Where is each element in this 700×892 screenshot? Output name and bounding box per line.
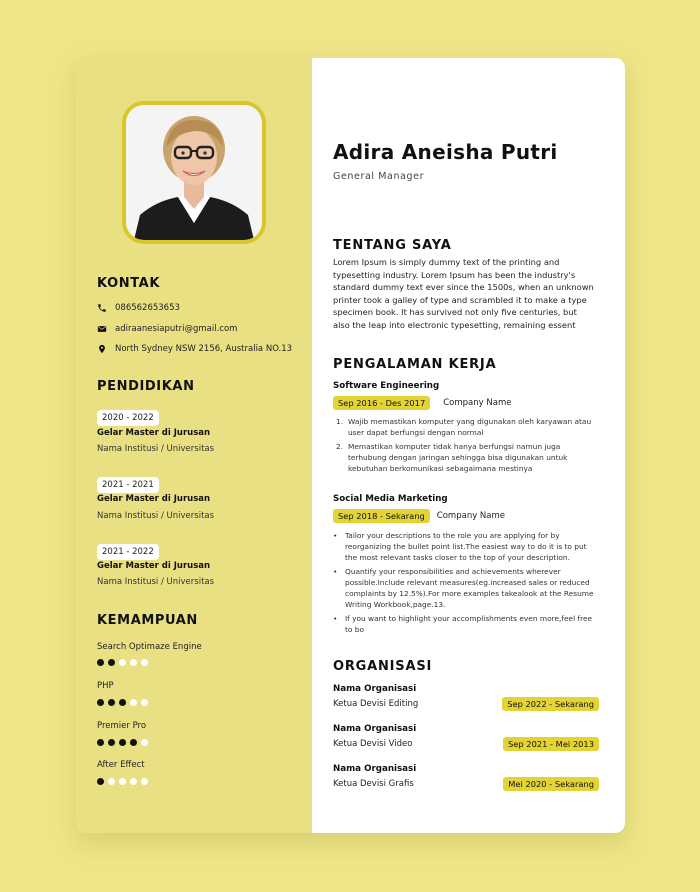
skill-rating — [97, 778, 148, 785]
experience-title: PENGALAMAN KERJA — [333, 357, 497, 372]
envelope-icon — [97, 324, 107, 334]
skills-title: KEMAMPUAN — [97, 613, 198, 628]
organization-name: Nama Organisasi — [333, 764, 417, 774]
job-duties — [333, 530, 598, 638]
phone-text: 086562653653 — [115, 303, 180, 313]
profile-photo — [122, 101, 266, 244]
duty-text: Tailor your descriptions to the role you are applying for by reorganizing the bullet point list.The easiest way to do it is to put the most relevant tasks closer to the top of your description. — [345, 531, 587, 562]
duty-marker: • — [333, 614, 338, 623]
education-years: 2021 - 2021 — [97, 477, 159, 493]
rating-dot — [108, 739, 115, 746]
duty-item — [333, 530, 598, 563]
skill-rating — [97, 659, 148, 666]
education-item — [97, 539, 159, 560]
email-text: adiraanesiaputri@gmail.com — [115, 324, 238, 334]
education-degree: Gelar Master di Jurusan — [97, 428, 211, 438]
rating-dot — [119, 699, 126, 706]
organization-name: Nama Organisasi — [333, 684, 417, 694]
rating-dot — [97, 659, 104, 666]
job-duties — [336, 416, 598, 477]
job-title: Social Media Marketing — [333, 494, 448, 504]
duty-marker: • — [333, 567, 338, 576]
rating-dot — [108, 659, 115, 666]
rating-dot — [130, 739, 137, 746]
rating-dot — [97, 778, 104, 785]
rating-dot — [141, 699, 148, 706]
contact-email — [97, 324, 237, 334]
job-title: Software Engineering — [333, 381, 440, 391]
rating-dot — [141, 778, 148, 785]
skill-name: PHP — [97, 681, 114, 691]
education-years: 2021 - 2022 — [97, 544, 159, 560]
organization-name: Nama Organisasi — [333, 724, 417, 734]
education-institution: Nama Institusi / Universitas — [97, 511, 215, 521]
person-role: General Manager — [333, 171, 425, 182]
rating-dot — [141, 739, 148, 746]
skill-rating — [97, 739, 148, 746]
about-title: TENTANG SAYA — [333, 238, 452, 253]
education-degree: Gelar Master di Jurusan — [97, 494, 211, 504]
education-institution: Nama Institusi / Universitas — [97, 577, 215, 587]
rating-dot — [119, 659, 126, 666]
organization-role: Ketua Devisi Editing — [333, 699, 419, 709]
duty-item — [333, 566, 598, 610]
duty-text: If you want to highlight your accomplishments even more,feel free to bo — [345, 614, 593, 634]
job-meta — [333, 396, 511, 410]
rating-dot — [119, 778, 126, 785]
skill-rating — [97, 699, 148, 706]
rating-dot — [97, 739, 104, 746]
job-period: Sep 2016 - Des 2017 — [333, 396, 430, 410]
duty-text: Quantify your responsibilities and achievements wherever possible.Include relevant measures(eg.increased sales or reduced complaints by 12.5%).For more examples takealook at the Resume Writing Workbook,page.13. — [345, 567, 594, 609]
duty-item — [336, 441, 598, 474]
duty-marker: • — [333, 531, 338, 540]
skill-name: After Effect — [97, 760, 145, 770]
rating-dot — [97, 699, 104, 706]
contact-address — [97, 344, 292, 354]
person-name: Adira Aneisha Putri — [333, 140, 558, 164]
organization-role: Ketua Devisi Video — [333, 739, 413, 749]
organization-period: Mei 2020 - Sekarang — [503, 777, 599, 791]
rating-dot — [119, 739, 126, 746]
duty-text: Memastikan komputer tidak hanya berfungsi namun juga terhubung dengan jaringan sehingga bisa digunakan untuk kebutuhan berkomunikasi sebagaimana mestinya — [348, 442, 568, 473]
rating-dot — [108, 778, 115, 785]
organization-period: Sep 2022 - Sekarang — [502, 697, 599, 711]
main-content — [312, 58, 625, 833]
education-years: 2020 - 2022 — [97, 410, 159, 426]
rating-dot — [130, 659, 137, 666]
sidebar — [76, 58, 312, 833]
duty-text: Wajib memastikan komputer yang digunakan oleh karyawan atau user dapat berfungsi dengan normal — [348, 417, 592, 437]
location-pin-icon — [97, 344, 107, 354]
duty-marker: 2. — [336, 442, 344, 451]
organization-item — [333, 724, 599, 751]
duty-item — [336, 416, 598, 438]
skill-name: Search Optimaze Engine — [97, 642, 202, 652]
education-title: PENDIDIKAN — [97, 379, 195, 394]
about-text: Lorem Ipsum is simply dummy text of the printing and typesetting industry. Lorem Ipsum has been the industry's standard dummy text ever since the 1500s, when an unknown printer took a galley of type and scrambled it to make a type specimen book. It has survived not only five centuries, but also the leap into electronic typesetting, remaining essent — [333, 257, 594, 330]
skill-name: Premier Pro — [97, 721, 147, 731]
phone-icon — [97, 303, 107, 313]
job-meta — [333, 509, 505, 523]
education-degree: Gelar Master di Jurusan — [97, 561, 211, 571]
education-item — [97, 472, 159, 493]
job-period: Sep 2018 - Sekarang — [333, 509, 430, 523]
education-item — [97, 405, 159, 426]
job-company: Company Name — [443, 398, 512, 408]
duty-item — [333, 613, 598, 635]
contact-title: KONTAK — [97, 276, 161, 291]
portrait-image — [126, 105, 262, 240]
duty-marker: 1. — [336, 417, 344, 426]
organizations-title: ORGANISASI — [333, 659, 433, 674]
contact-phone — [97, 303, 180, 313]
organization-period: Sep 2021 - Mei 2013 — [503, 737, 599, 751]
rating-dot — [130, 778, 137, 785]
organization-item — [333, 764, 599, 791]
address-text: North Sydney NSW 2156, Australia NO.13 — [115, 344, 293, 354]
resume-card — [76, 58, 625, 833]
job-company: Company Name — [436, 511, 506, 521]
organization-item — [333, 684, 599, 711]
organization-role: Ketua Devisi Grafis — [333, 779, 414, 789]
rating-dot — [108, 699, 115, 706]
education-institution: Nama Institusi / Universitas — [97, 444, 215, 454]
rating-dot — [141, 659, 148, 666]
rating-dot — [130, 699, 137, 706]
